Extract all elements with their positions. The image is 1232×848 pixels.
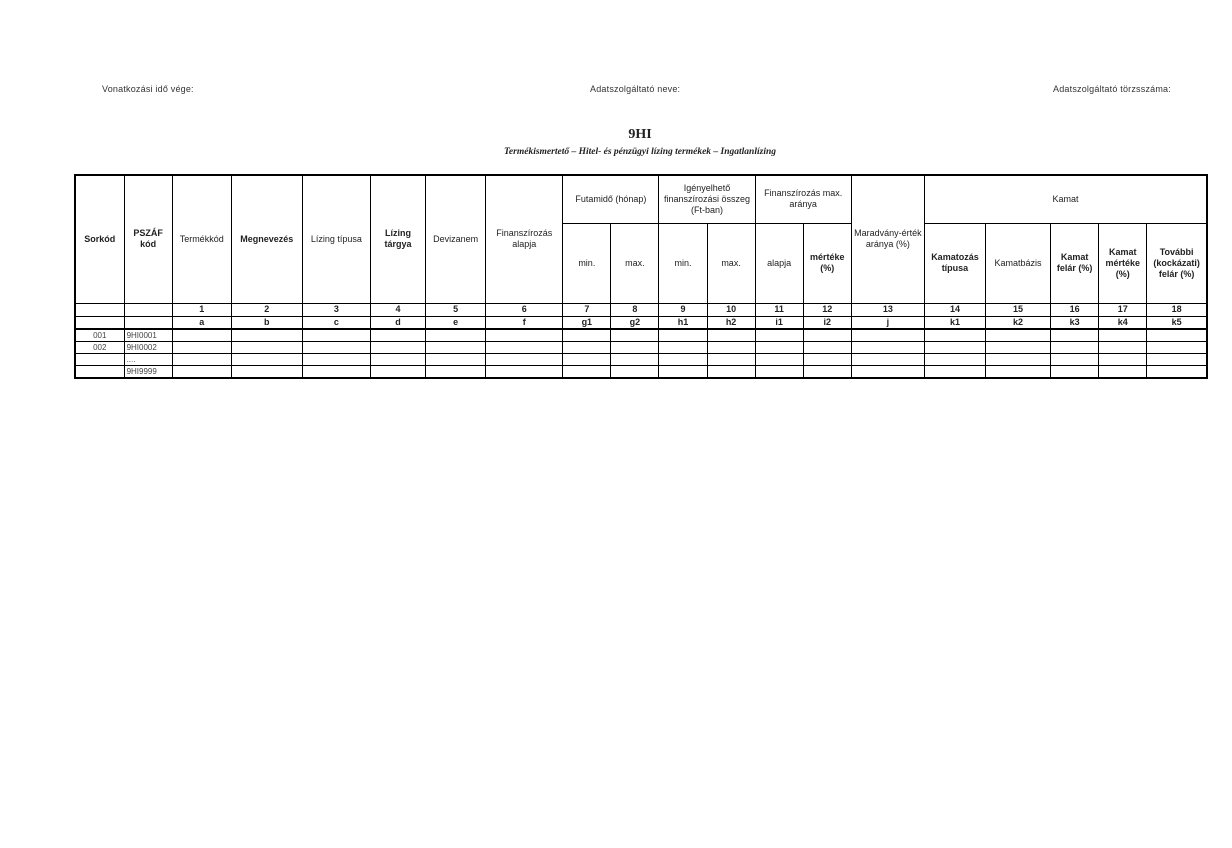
input-cell[interactable] [1147, 341, 1207, 353]
col-number: 14 [924, 303, 985, 316]
col-letter: h1 [659, 316, 707, 329]
col-letter: d [370, 316, 425, 329]
header-futamido-max: max. [611, 223, 659, 303]
col-letter: b [231, 316, 302, 329]
col-number: 10 [707, 303, 755, 316]
col-letter: i2 [803, 316, 851, 329]
input-cell[interactable] [924, 329, 985, 342]
input-cell[interactable] [924, 365, 985, 378]
header-finanszirozas-alapja: Finanszírozás alapja [486, 175, 563, 303]
input-cell[interactable] [803, 365, 851, 378]
input-cell[interactable] [1051, 341, 1099, 353]
input-cell[interactable] [851, 329, 924, 342]
blank-cell [124, 303, 172, 316]
input-cell[interactable] [707, 353, 755, 365]
input-cell[interactable] [172, 353, 231, 365]
col-letter: k5 [1147, 316, 1207, 329]
col-number: 17 [1099, 303, 1147, 316]
input-cell[interactable] [986, 365, 1051, 378]
header-lizing-tipusa: Lízing típusa [302, 175, 370, 303]
row-pszaf-kod: .... [124, 353, 172, 365]
col-number: 7 [563, 303, 611, 316]
provider-register-number-label: Adatszolgáltató törzsszáma: [1053, 84, 1171, 94]
header-megnevezes: Megnevezés [231, 175, 302, 303]
blank-cell [124, 316, 172, 329]
row-sorkod: 002 [75, 341, 124, 353]
input-cell[interactable] [426, 329, 486, 342]
input-cell[interactable] [231, 341, 302, 353]
header-arany-merteke: mértéke (%) [803, 223, 851, 303]
header-finanszirozas-max-aranya: Finanszírozás max. aránya [755, 175, 851, 223]
header-kamat: Kamat [924, 175, 1207, 223]
input-cell[interactable] [1099, 341, 1147, 353]
input-cell[interactable] [611, 365, 659, 378]
input-cell[interactable] [707, 341, 755, 353]
col-letter: k2 [986, 316, 1051, 329]
table-row [75, 329, 1207, 342]
col-number: 13 [851, 303, 924, 316]
input-cell[interactable] [172, 329, 231, 342]
col-number: 15 [986, 303, 1051, 316]
col-number: 8 [611, 303, 659, 316]
blank-cell [75, 303, 124, 316]
input-cell[interactable] [231, 329, 302, 342]
header-kamatozas-tipusa: Kamatozás típusa [924, 223, 985, 303]
form-subtitle: Termékismertető – Hitel- és pénzügyi lízing termékek – Ingatlanlízing [504, 147, 776, 157]
input-cell[interactable] [486, 341, 563, 353]
input-cell[interactable] [1099, 353, 1147, 365]
input-cell[interactable] [755, 329, 803, 342]
input-cell[interactable] [1051, 329, 1099, 342]
input-cell[interactable] [851, 341, 924, 353]
col-letter: k3 [1051, 316, 1099, 329]
input-cell[interactable] [563, 341, 611, 353]
input-cell[interactable] [302, 365, 370, 378]
input-cell[interactable] [1051, 365, 1099, 378]
col-number: 5 [426, 303, 486, 316]
input-cell[interactable] [172, 365, 231, 378]
header-futamido-min: min. [563, 223, 611, 303]
input-cell[interactable] [563, 365, 611, 378]
col-number: 2 [231, 303, 302, 316]
input-cell[interactable] [851, 365, 924, 378]
header-maradvany-ertek-aranya: Maradvány-érték aránya (%) [851, 175, 924, 303]
row-pszaf-kod: 9HI0001 [124, 329, 172, 342]
header-osszeg-min: min. [659, 223, 707, 303]
input-cell[interactable] [370, 341, 425, 353]
input-cell[interactable] [231, 353, 302, 365]
table-row [75, 341, 1207, 353]
input-cell[interactable] [370, 329, 425, 342]
col-letter: h2 [707, 316, 755, 329]
input-cell[interactable] [986, 329, 1051, 342]
col-number: 9 [659, 303, 707, 316]
product-table [74, 174, 1208, 379]
header-sorkod: Sorkód [75, 175, 124, 303]
input-cell[interactable] [563, 329, 611, 342]
input-cell[interactable] [803, 353, 851, 365]
input-cell[interactable] [659, 329, 707, 342]
col-letter: j [851, 316, 924, 329]
col-letter: k1 [924, 316, 985, 329]
header-igenyelheto-osszeg: Igényelhető finanszírozási összeg (Ft-ban) [659, 175, 755, 223]
input-cell[interactable] [1099, 329, 1147, 342]
table-row [75, 365, 1207, 378]
input-cell[interactable] [707, 329, 755, 342]
input-cell[interactable] [803, 341, 851, 353]
row-sorkod [75, 353, 124, 365]
column-letter-row [75, 316, 1207, 329]
input-cell[interactable] [659, 341, 707, 353]
table-row [75, 353, 1207, 365]
input-cell[interactable] [707, 365, 755, 378]
col-number: 6 [486, 303, 563, 316]
input-cell[interactable] [1147, 365, 1207, 378]
col-letter: g2 [611, 316, 659, 329]
input-cell[interactable] [659, 353, 707, 365]
input-cell[interactable] [986, 341, 1051, 353]
input-cell[interactable] [924, 341, 985, 353]
input-cell[interactable] [924, 353, 985, 365]
input-cell[interactable] [302, 341, 370, 353]
header-devizanem: Devizanem [426, 175, 486, 303]
col-letter: k4 [1099, 316, 1147, 329]
input-cell[interactable] [851, 353, 924, 365]
input-cell[interactable] [611, 329, 659, 342]
input-cell[interactable] [426, 353, 486, 365]
input-cell[interactable] [659, 365, 707, 378]
row-sorkod: 001 [75, 329, 124, 342]
col-letter: i1 [755, 316, 803, 329]
header-futamido: Futamidő (hónap) [563, 175, 659, 223]
col-number: 4 [370, 303, 425, 316]
column-number-row [75, 303, 1207, 316]
provider-name-label: Adatszolgáltató neve: [590, 84, 681, 94]
col-letter: a [172, 316, 231, 329]
input-cell[interactable] [563, 353, 611, 365]
input-cell[interactable] [370, 353, 425, 365]
col-letter: f [486, 316, 563, 329]
input-cell[interactable] [231, 365, 302, 378]
input-cell[interactable] [755, 365, 803, 378]
input-cell[interactable] [302, 329, 370, 342]
header-pszaf-kod: PSZÁF kód [124, 175, 172, 303]
header-kamat-merteke: Kamat mértéke (%) [1099, 223, 1147, 303]
row-sorkod [75, 365, 124, 378]
col-number: 1 [172, 303, 231, 316]
col-number: 12 [803, 303, 851, 316]
row-pszaf-kod: 9HI0002 [124, 341, 172, 353]
input-cell[interactable] [611, 353, 659, 365]
form-title: 9HI [628, 127, 652, 142]
header-tovabbi-felar: További (kockázati) felár (%) [1147, 223, 1207, 303]
blank-cell [75, 316, 124, 329]
input-cell[interactable] [486, 329, 563, 342]
header-termekkod: Termékkód [172, 175, 231, 303]
input-cell[interactable] [755, 341, 803, 353]
input-cell[interactable] [172, 341, 231, 353]
input-cell[interactable] [1147, 329, 1207, 342]
col-number: 18 [1147, 303, 1207, 316]
header-kamat-felar: Kamat felár (%) [1051, 223, 1099, 303]
header-lizing-targya: Lízing tárgya [370, 175, 425, 303]
header-arany-alapja: alapja [755, 223, 803, 303]
header-kamatbazis: Kamatbázis [986, 223, 1051, 303]
col-number: 3 [302, 303, 370, 316]
input-cell[interactable] [370, 365, 425, 378]
input-cell[interactable] [611, 341, 659, 353]
reference-period-end-label: Vonatkozási idő vége: [102, 84, 194, 94]
input-cell[interactable] [426, 341, 486, 353]
input-cell[interactable] [1147, 353, 1207, 365]
header-osszeg-max: max. [707, 223, 755, 303]
row-pszaf-kod: 9HI9999 [124, 365, 172, 378]
col-letter: g1 [563, 316, 611, 329]
col-letter: e [426, 316, 486, 329]
input-cell[interactable] [1099, 365, 1147, 378]
col-number: 16 [1051, 303, 1099, 316]
col-number: 11 [755, 303, 803, 316]
input-cell[interactable] [803, 329, 851, 342]
col-letter: c [302, 316, 370, 329]
input-cell[interactable] [986, 353, 1051, 365]
input-cell[interactable] [302, 353, 370, 365]
input-cell[interactable] [486, 365, 563, 378]
input-cell[interactable] [426, 365, 486, 378]
input-cell[interactable] [755, 353, 803, 365]
input-cell[interactable] [1051, 353, 1099, 365]
input-cell[interactable] [486, 353, 563, 365]
